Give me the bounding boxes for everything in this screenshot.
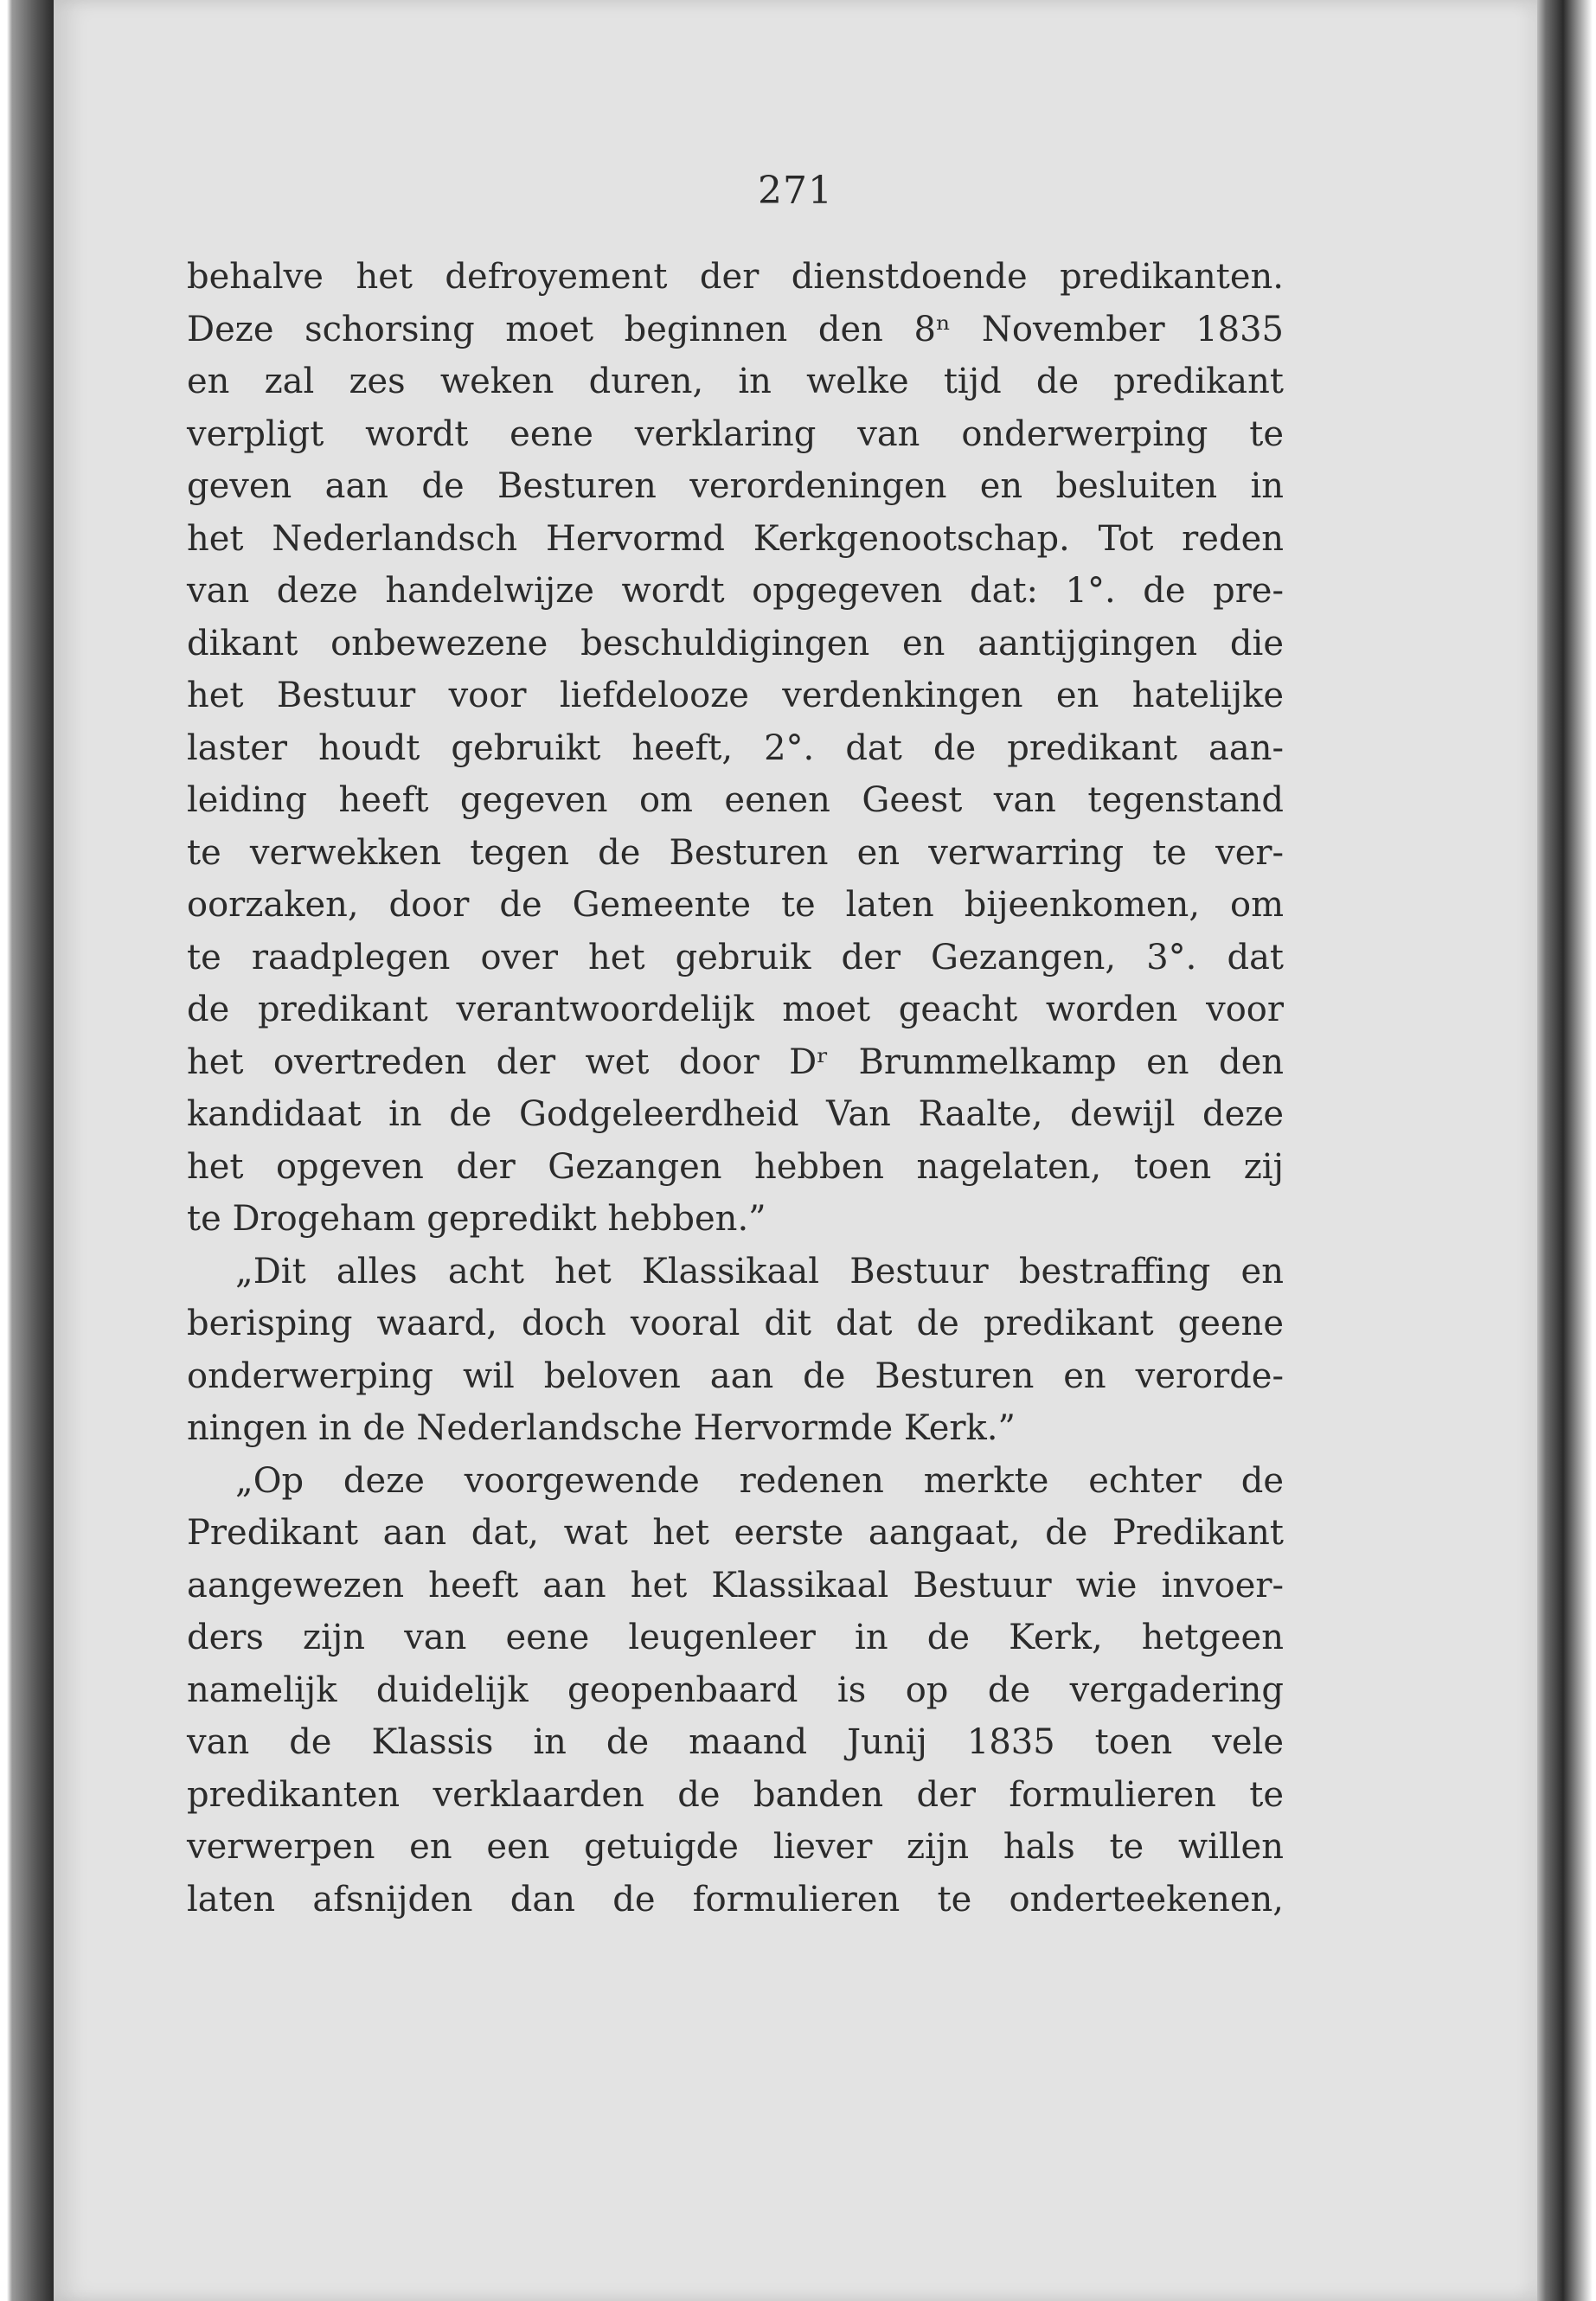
text-line: te Drogeham gepredikt hebben.” (187, 1199, 766, 1239)
text-line: verwerpen en een getuigde liever zijn hals te willen (187, 1827, 1284, 1867)
text-line: predikanten verklaarden de banden der formulieren te (187, 1774, 1284, 1815)
text-line: behalve het defroyement der dienstdoende predikanten. (187, 257, 1284, 297)
text-line: en zal zes weken duren, in welke tijd de predikant (187, 362, 1284, 401)
text-line: „Op deze voorgewende redenen merkte echter de (235, 1460, 1284, 1501)
text-line: leiding heeft gegeven om eenen Geest van tegenstand (187, 780, 1284, 820)
text-line: het overtreden der wet door Dʳ Brummelkamp en den (187, 1042, 1284, 1082)
text-line: de predikant verantwoordelijk moet geacht worden voor (187, 990, 1284, 1029)
text-line: „Dit alles acht het Klassikaal Bestuur bestraffing en (235, 1251, 1284, 1292)
text-line: het opgeven der Gezangen hebben nagelaten, toen zij (187, 1146, 1284, 1187)
text-line: verpligt wordt eene verklaring van onderwerping te (187, 413, 1284, 454)
book-page (54, 0, 1537, 2301)
page-gutter-right (1537, 0, 1596, 2301)
page-number: 271 (758, 169, 833, 213)
text-line: aangewezen heeft aan het Klassikaal Bestuur wie invoer- (187, 1565, 1284, 1606)
text-line: laten afsnijden dan de formulieren te onderteekenen, (187, 1879, 1284, 1920)
text-line: onderwerping wil beloven aan de Besturen en verorde- (187, 1356, 1284, 1396)
text-line: Deze schorsing moet beginnen den 8ⁿ November 1835 (187, 309, 1284, 349)
text-line: oorzaken, door de Gemeente te laten bijeenkomen, om (187, 885, 1284, 925)
text-line: berisping waard, doch vooral dit dat de predikant geene (187, 1304, 1284, 1343)
text-line: kandidaat in de Godgeleerdheid Van Raalte, dewijl deze (187, 1094, 1284, 1134)
text-line: het Nederlandsch Hervormd Kerkgenootschap. Tot reden (187, 518, 1284, 559)
page-gutter-left (0, 0, 54, 2301)
text-line: dikant onbewezene beschuldigingen en aantijgingen die (187, 623, 1284, 663)
text-line: het Bestuur voor liefdelooze verdenkingen en hatelijke (187, 676, 1284, 715)
text-line: geven aan de Besturen verordeningen en besluiten in (187, 466, 1284, 506)
text-line: te raadplegen over het gebruik der Gezangen, 3°. dat (187, 937, 1284, 977)
body-text (187, 251, 1284, 1926)
text-line: te verwekken tegen de Besturen en verwarring te ver- (187, 832, 1284, 873)
text-line: ders zijn van eene leugenleer in de Kerk, hetgeen (187, 1618, 1284, 1657)
text-line: Predikant aan dat, wat het eerste aangaat, de Predikant (187, 1513, 1284, 1553)
text-line: namelijk duidelijk geopenbaard is op de vergadering (187, 1670, 1284, 1710)
text-line: van de Klassis in de maand Junij 1835 toen vele (187, 1722, 1284, 1762)
text-line: laster houdt gebruikt heeft, 2°. dat de predikant aan- (187, 727, 1284, 768)
text-line: ningen in de Nederlandsche Hervormde Kerk.” (187, 1408, 1016, 1448)
text-line: van deze handelwijze wordt opgegeven dat: 1°. de pre- (187, 571, 1284, 611)
